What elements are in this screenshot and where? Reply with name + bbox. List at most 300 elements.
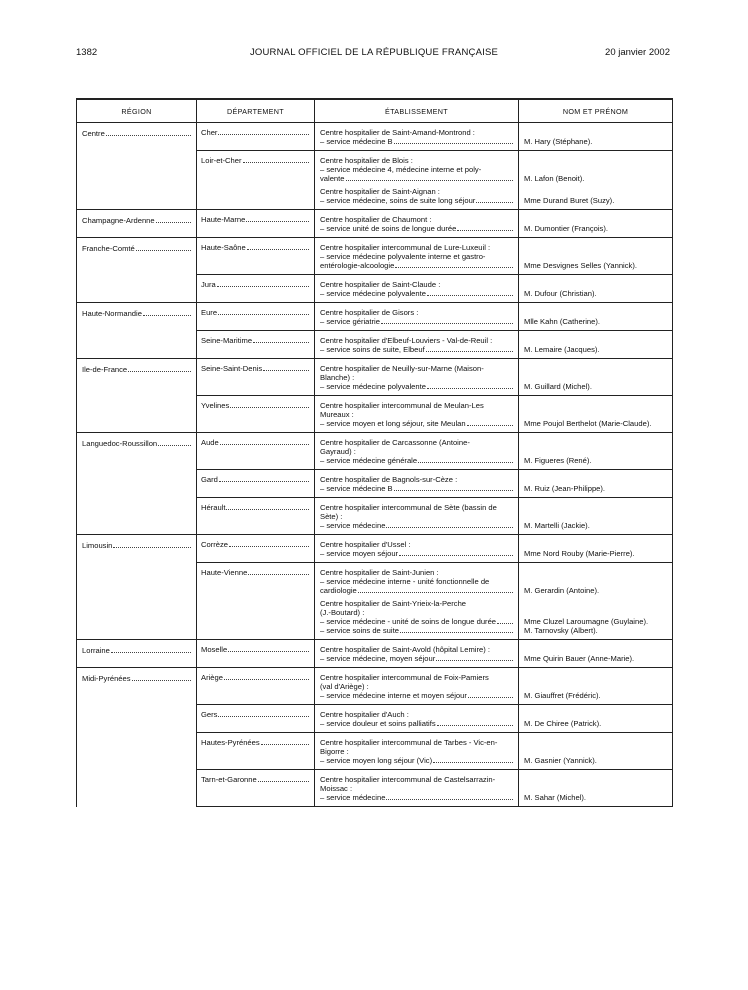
dot-leader <box>217 280 309 287</box>
nom-entry <box>524 308 668 326</box>
column-header-departement: DÉPARTEMENT <box>197 99 315 123</box>
region-name <box>82 216 192 225</box>
spacer <box>524 308 668 317</box>
nom-cell <box>519 359 673 396</box>
etablissement-line-text: – service médecine polyvalente <box>320 382 426 391</box>
departement-name-text: Haute-Saône <box>201 243 246 252</box>
spacer <box>524 401 668 410</box>
dot-leader <box>476 196 513 203</box>
table-row <box>77 640 673 668</box>
etablissement-entry <box>320 438 514 465</box>
etablissement-line-text: – service médecine générale <box>320 456 418 465</box>
nom-entry <box>524 775 668 802</box>
etablissement-line-text: – service soins de suite, Elbeuf <box>320 345 425 354</box>
etablissement-cell <box>315 433 519 470</box>
nom-entry <box>524 645 668 663</box>
column-header-nom-prenom: NOM ET PRÉNOM <box>519 99 673 123</box>
region-name <box>82 365 192 374</box>
departement-name-text: Haute-Marne <box>201 215 246 224</box>
etablissement-line: Centre hospitalier de Neuilly-sur-Marne (Maison- <box>320 364 484 373</box>
etablissement-cell <box>315 535 519 563</box>
nom-cell <box>519 498 673 535</box>
etablissement-line-text: cardiologie <box>320 586 357 595</box>
etablissement-line: Centre hospitalier d'Elbeuf-Louviers - Val-de-Reuil : <box>320 336 493 345</box>
departement-cell <box>197 705 315 733</box>
dot-leader <box>457 224 513 231</box>
table-row <box>77 210 673 238</box>
etablissement-entry <box>320 187 514 205</box>
region-cell <box>77 303 197 359</box>
spacer <box>524 512 668 521</box>
spacer <box>524 747 668 756</box>
departement-name-text: Loir-et-Cher <box>201 156 242 165</box>
region-name <box>82 439 192 448</box>
region-name-text: Limousin <box>82 541 113 550</box>
spacer <box>524 252 668 261</box>
etablissement-entry <box>320 128 514 146</box>
etablissement-cell <box>315 770 519 807</box>
departement-name <box>201 401 310 410</box>
person-name: M. Figueres (René). <box>524 456 592 465</box>
dot-leader <box>218 710 309 717</box>
etablissement-line <box>320 626 514 635</box>
person-name: Mme Quirin Bauer (Anne-Marie). <box>524 654 635 663</box>
dot-leader <box>394 137 513 144</box>
nom-entry <box>524 540 668 558</box>
etablissement-line: Centre hospitalier de Saint-Junien : <box>320 568 439 577</box>
region-name <box>82 244 192 253</box>
region-name <box>82 129 192 138</box>
departement-name <box>201 243 310 252</box>
departement-cell <box>197 275 315 303</box>
etablissement-line: Centre hospitalier d'Ussel : <box>320 540 411 549</box>
etablissement-entry <box>320 710 514 728</box>
dot-leader <box>158 439 191 446</box>
etablissement-cell <box>315 470 519 498</box>
departement-cell <box>197 331 315 359</box>
person-name: M. Sahar (Michel). <box>524 793 587 802</box>
dot-leader <box>220 438 309 445</box>
etablissement-entry <box>320 568 514 595</box>
spacer <box>524 682 668 691</box>
departement-cell <box>197 535 315 563</box>
nom-entry <box>524 599 668 635</box>
spacer <box>524 215 668 224</box>
nom-cell <box>519 733 673 770</box>
person-name: M. Dufour (Christian). <box>524 289 597 298</box>
person-name: M. Gerardin (Antoine). <box>524 586 600 595</box>
region-name <box>82 541 192 550</box>
region-cell <box>77 123 197 210</box>
etablissement-line <box>320 719 514 728</box>
etablissement-line: Moissac : <box>320 784 353 793</box>
departement-name-text: Yvelines <box>201 401 230 410</box>
person-name: Mme Cluzel Laroumagne (Guylaine). <box>524 617 649 626</box>
dot-leader <box>230 401 309 408</box>
etablissement-line-text: – service médecine, soins de suite long séjour <box>320 196 476 205</box>
column-header-etablissement: ÉTABLISSEMENT <box>315 99 519 123</box>
dot-leader <box>106 129 191 136</box>
etablissement-cell <box>315 151 519 210</box>
departement-name <box>201 336 310 345</box>
etablissement-line: Centre hospitalier de Saint-Yrieix-la-Perche <box>320 599 467 608</box>
departement-name-text: Hautes-Pyrénées <box>201 738 260 747</box>
publication-date: 20 janvier 2002 <box>605 47 670 58</box>
dot-leader <box>346 174 514 181</box>
nom-cell <box>519 470 673 498</box>
etablissement-line: Centre hospitalier intercommunal de Lure-Luxeuil : <box>320 243 491 252</box>
departement-cell <box>197 210 315 238</box>
dot-leader <box>426 345 513 352</box>
etablissement-line: Blanche) : <box>320 373 355 382</box>
etablissement-line: Centre hospitalier de Saint-Aignan : <box>320 187 440 196</box>
etablissement-line-text: – service médecine - unité de soins de longue durée <box>320 617 497 626</box>
departement-name <box>201 128 310 137</box>
dot-leader <box>132 674 191 681</box>
region-name <box>82 674 192 683</box>
dot-leader <box>111 646 191 653</box>
etablissement-line: – service médecine interne - unité fonctionnelle de <box>320 577 490 586</box>
etablissement-line: (val d'Ariège) : <box>320 682 369 691</box>
spacer <box>524 775 668 784</box>
etablissement-line-text: – service douleur et soins palliatifs <box>320 719 436 728</box>
etablissement-line: Centre hospitalier intercommunal de Sète (bassin de <box>320 503 497 512</box>
departement-cell <box>197 238 315 275</box>
person-name: Mme Nord Rouby (Marie-Pierre). <box>524 549 635 558</box>
etablissement-line <box>320 224 514 233</box>
departement-name <box>201 775 310 784</box>
spacer <box>524 645 668 654</box>
nom-entry <box>524 710 668 728</box>
nom-entry <box>524 280 668 298</box>
etablissement-line-text: – service médecine <box>320 521 386 530</box>
region-cell <box>77 640 197 668</box>
etablissement-line: Mureaux : <box>320 410 354 419</box>
person-name: M. Ruiz (Jean-Philippe). <box>524 484 606 493</box>
departement-name-text: Cher <box>201 128 218 137</box>
region-cell <box>77 210 197 238</box>
region-cell <box>77 359 197 433</box>
etablissement-line: Centre hospitalier intercommunal de Foix-Pamiers <box>320 673 489 682</box>
dot-leader <box>224 673 309 680</box>
spacer <box>524 475 668 484</box>
dot-leader <box>497 617 513 624</box>
region-cell <box>77 668 197 807</box>
departement-name <box>201 280 310 289</box>
etablissement-line <box>320 549 514 558</box>
etablissement-line: Centre hospitalier intercommunal de Tarbes - Vic-en- <box>320 738 498 747</box>
nom-cell <box>519 668 673 705</box>
etablissement-line <box>320 521 514 530</box>
region-name-text: Ile-de-France <box>82 365 128 374</box>
etablissement-line <box>320 196 514 205</box>
departement-cell <box>197 359 315 396</box>
person-name: M. Tarnovsky (Albert). <box>524 626 598 635</box>
departement-name-text: Eure <box>201 308 218 317</box>
departement-name-text: Ariège <box>201 673 223 682</box>
dot-leader <box>219 475 309 482</box>
etablissement-line-text: – service unité de soins de longue durée <box>320 224 457 233</box>
nom-cell <box>519 331 673 359</box>
dot-leader <box>156 216 191 223</box>
etablissement-entry <box>320 280 514 298</box>
region-name-text: Haute-Normandie <box>82 309 142 318</box>
spacer <box>524 165 668 174</box>
dot-leader <box>228 645 309 652</box>
dot-leader <box>218 128 309 135</box>
etablissement-line <box>320 691 514 700</box>
region-name-text: Centre <box>82 129 105 138</box>
person-name: M. Martelli (Jackie). <box>524 521 590 530</box>
etablissement-line-text: – service médecine polyvalente <box>320 289 426 298</box>
spacer <box>524 608 668 617</box>
dot-leader <box>128 365 191 372</box>
spacer <box>524 503 668 512</box>
person-name: M. De Chiree (Patrick). <box>524 719 602 728</box>
dot-leader <box>226 503 309 510</box>
departement-name <box>201 438 310 447</box>
departement-cell <box>197 668 315 705</box>
etablissement-cell <box>315 396 519 433</box>
departement-cell <box>197 396 315 433</box>
departement-name <box>201 568 310 577</box>
etablissement-entry <box>320 475 514 493</box>
spacer <box>524 156 668 165</box>
spacer <box>524 280 668 289</box>
departement-cell <box>197 151 315 210</box>
etablissement-line-text: – service médecine B <box>320 484 393 493</box>
departement-cell <box>197 470 315 498</box>
dot-leader <box>136 244 191 251</box>
spacer <box>524 738 668 747</box>
dot-leader <box>467 419 513 426</box>
spacer <box>524 187 668 196</box>
dot-leader <box>113 541 191 548</box>
etablissement-cell <box>315 210 519 238</box>
departement-name <box>201 503 310 512</box>
dot-leader <box>427 289 513 296</box>
departement-name-text: Haute-Vienne <box>201 568 248 577</box>
dot-leader <box>358 586 513 593</box>
table-body <box>77 123 673 807</box>
etablissement-line-text: – service médecine B <box>320 137 393 146</box>
spacer <box>524 710 668 719</box>
etablissement-cell <box>315 563 519 640</box>
etablissement-line-text: – service médecine <box>320 793 386 802</box>
etablissement-entry <box>320 599 514 635</box>
dot-leader <box>258 775 309 782</box>
dot-leader <box>427 382 513 389</box>
departement-cell <box>197 303 315 331</box>
etablissement-line: Centre hospitalier d'Auch : <box>320 710 409 719</box>
column-header-region: RÉGION <box>77 99 197 123</box>
etablissement-line: Centre hospitalier de Saint-Claude : <box>320 280 441 289</box>
dot-leader <box>386 793 513 800</box>
nom-entry <box>524 128 668 146</box>
region-name-text: Languedoc-Roussillon <box>82 439 158 448</box>
spacer <box>524 673 668 682</box>
table-row <box>77 668 673 705</box>
nom-cell <box>519 433 673 470</box>
etablissement-entry <box>320 540 514 558</box>
nom-cell <box>519 210 673 238</box>
nom-entry <box>524 215 668 233</box>
spacer <box>524 243 668 252</box>
page-number: 1382 <box>76 47 98 58</box>
departement-name <box>201 475 310 484</box>
etablissement-line: Centre hospitalier de Chaumont : <box>320 215 432 224</box>
region-name-text: Midi-Pyrénées <box>82 674 131 683</box>
etablissement-entry <box>320 308 514 326</box>
etablissement-line-text: – service médecine interne et moyen séjour <box>320 691 467 700</box>
spacer <box>524 336 668 345</box>
etablissement-line <box>320 756 514 765</box>
nom-cell <box>519 238 673 275</box>
dot-leader <box>253 336 309 343</box>
person-name: M. Guillard (Michel). <box>524 382 592 391</box>
nom-entry <box>524 503 668 530</box>
table-header-row <box>77 99 673 123</box>
nom-entry <box>524 568 668 595</box>
nom-cell <box>519 705 673 733</box>
person-name: Mlle Kahn (Catherine). <box>524 317 600 326</box>
departement-name <box>201 645 310 654</box>
region-name-text: Lorraine <box>82 646 110 655</box>
table-row <box>77 535 673 563</box>
departement-name-text: Hérault <box>201 503 226 512</box>
departement-name <box>201 673 310 682</box>
nom-entry <box>524 673 668 700</box>
nom-cell <box>519 123 673 151</box>
nom-entry <box>524 401 668 428</box>
table-row <box>77 303 673 331</box>
etablissement-line: Centre hospitalier de Carcassonne (Antoine- <box>320 438 470 447</box>
etablissement-line: Centre hospitalier de Bagnols-sur-Cèze : <box>320 475 458 484</box>
spacer <box>524 128 668 137</box>
person-name: M. Dumontier (François). <box>524 224 608 233</box>
departement-name-text: Seine-Maritime <box>201 336 253 345</box>
region-name <box>82 309 192 318</box>
dot-leader <box>243 156 309 163</box>
etablissement-line: Centre hospitalier intercommunal de Castelsarrazin- <box>320 775 496 784</box>
dot-leader <box>143 309 191 316</box>
person-name: M. Lafon (Benoit). <box>524 174 585 183</box>
etablissement-entry <box>320 156 514 183</box>
departement-name <box>201 710 310 719</box>
departement-cell <box>197 433 315 470</box>
region-name <box>82 646 192 655</box>
etablissement-entry <box>320 401 514 428</box>
person-name: Mme Desvignes Selles (Yannick). <box>524 261 637 270</box>
spacer <box>524 410 668 419</box>
etablissement-line <box>320 345 514 354</box>
etablissement-cell <box>315 705 519 733</box>
etablissement-entry <box>320 673 514 700</box>
departement-cell <box>197 498 315 535</box>
region-name-text: Champagne-Ardenne <box>82 216 155 225</box>
etablissement-cell <box>315 498 519 535</box>
spacer <box>524 447 668 456</box>
etablissement-line <box>320 261 514 270</box>
region-cell <box>77 433 197 535</box>
nom-entry <box>524 364 668 391</box>
nom-entry <box>524 738 668 765</box>
etablissement-line <box>320 654 514 663</box>
person-name: M. Hary (Stéphane). <box>524 137 593 146</box>
dot-leader <box>437 719 513 726</box>
etablissement-cell <box>315 733 519 770</box>
departement-cell <box>197 770 315 807</box>
dot-leader <box>418 456 513 463</box>
person-name: M. Giauffret (Frédéric). <box>524 691 601 700</box>
departement-name <box>201 215 310 224</box>
etablissement-line: Centre hospitalier de Saint-Avold (hôpital Lemire) : <box>320 645 490 654</box>
etablissement-line <box>320 289 514 298</box>
etablissement-line: Gayraud) : <box>320 447 356 456</box>
dot-leader <box>436 654 513 661</box>
etablissement-entry <box>320 503 514 530</box>
etablissement-line <box>320 484 514 493</box>
etablissement-line: (J.-Boutard) : <box>320 608 365 617</box>
departement-name-text: Moselle <box>201 645 228 654</box>
etablissement-line: Centre hospitalier de Gisors : <box>320 308 419 317</box>
spacer <box>524 438 668 447</box>
etablissement-line-text: – service médecine, moyen séjour <box>320 654 436 663</box>
etablissement-line: – service médecine 4, médecine interne et poly- <box>320 165 482 174</box>
spacer <box>524 784 668 793</box>
nom-cell <box>519 535 673 563</box>
departement-cell <box>197 123 315 151</box>
etablissement-line: Centre hospitalier de Saint-Amand-Montrond : <box>320 128 475 137</box>
nom-cell <box>519 275 673 303</box>
etablissement-cell <box>315 668 519 705</box>
departement-name <box>201 540 310 549</box>
departement-name-text: Corrèze <box>201 540 229 549</box>
etablissement-line <box>320 419 514 428</box>
spacer <box>524 540 668 549</box>
etablissement-cell <box>315 640 519 668</box>
nom-entry <box>524 336 668 354</box>
nom-entry <box>524 243 668 270</box>
nom-entry <box>524 187 668 205</box>
etablissement-line: Centre hospitalier intercommunal de Meulan-Les <box>320 401 484 410</box>
etablissement-entry <box>320 738 514 765</box>
spacer <box>524 568 668 577</box>
departement-name <box>201 738 310 747</box>
departement-name-text: Gard <box>201 475 218 484</box>
departement-name-text: Aude <box>201 438 219 447</box>
table-row <box>77 123 673 151</box>
etablissement-entry <box>320 645 514 663</box>
etablissement-line <box>320 586 514 595</box>
dot-leader <box>229 540 309 547</box>
spacer <box>524 364 668 373</box>
dot-leader <box>248 568 309 575</box>
dot-leader <box>395 261 513 268</box>
departement-name <box>201 364 310 373</box>
etablissement-line <box>320 456 514 465</box>
etablissement-line-text: – service moyen long séjour (Vic) <box>320 756 433 765</box>
etablissement-line <box>320 174 514 183</box>
region-cell <box>77 535 197 640</box>
departement-name-text: Gers <box>201 710 218 719</box>
dot-leader <box>468 691 513 698</box>
etablissement-entry <box>320 364 514 391</box>
dot-leader <box>218 308 309 315</box>
dot-leader <box>247 243 309 250</box>
etablissement-line: Sète) : <box>320 512 343 521</box>
dot-leader <box>400 626 513 633</box>
